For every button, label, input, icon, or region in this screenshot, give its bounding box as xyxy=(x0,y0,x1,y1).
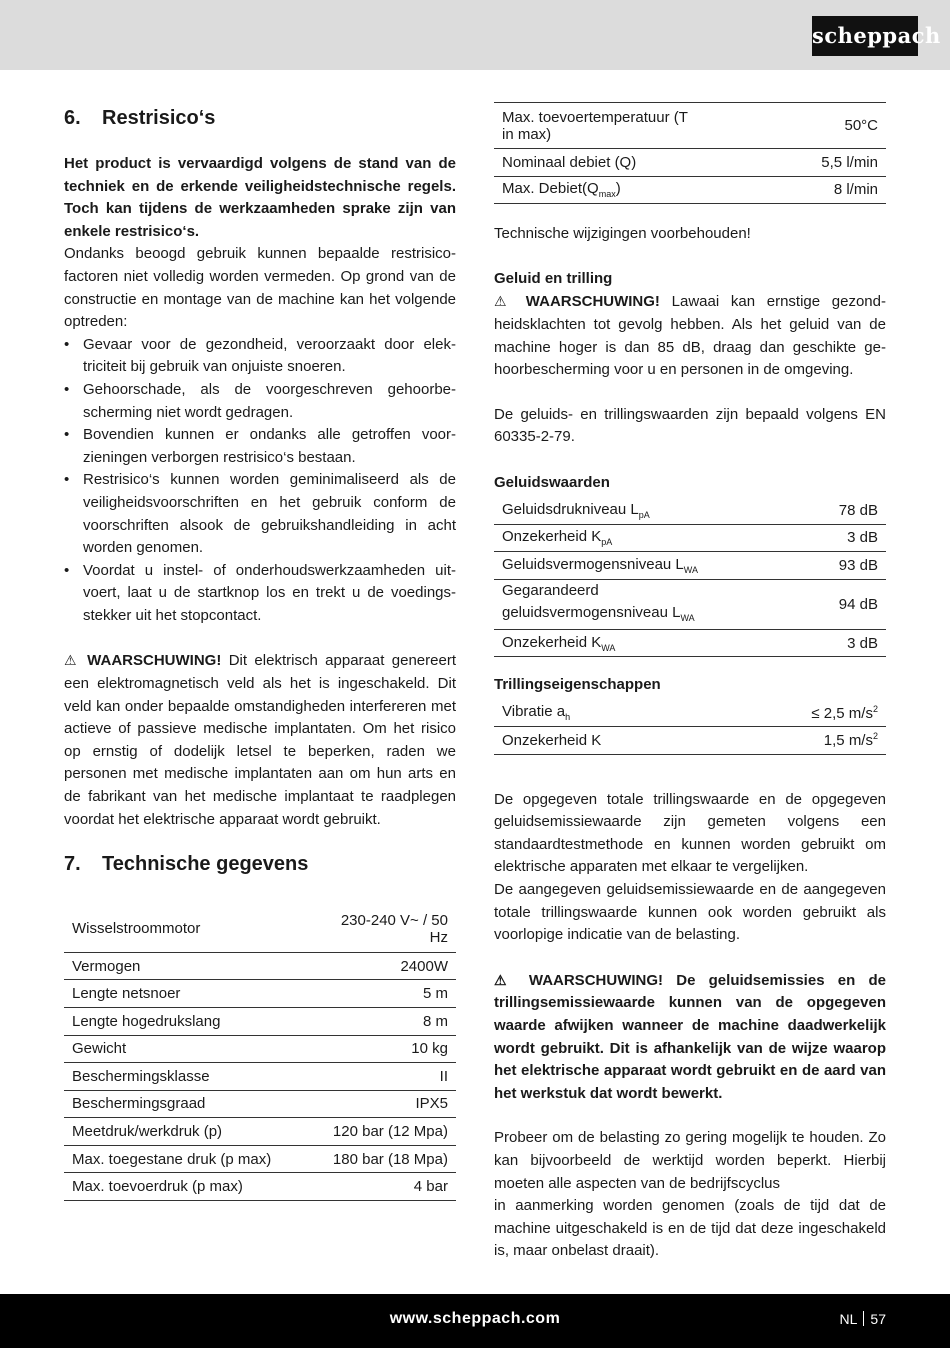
load-para-2: in aanmerking worden genomen (zoals de tijd dat de machine uitgeschakeld is en de tijd dat deze ingeschakeld is, maar onbelast draait). xyxy=(494,1197,886,1260)
table-row: Vermogen 2400W xyxy=(64,952,456,980)
divider xyxy=(863,1311,864,1326)
table-row: Max. toevoertemperatuur (T in max) 50°C xyxy=(494,103,886,149)
sound-values-table xyxy=(494,497,886,658)
table-row: Max. toegestane druk (p max) 180 bar (18 Mpa) xyxy=(64,1145,456,1173)
table-row: Geluidsvermogensniveau $L_{WA}$ 93 dB xyxy=(494,552,886,580)
spec-table xyxy=(64,906,456,1201)
list-item: • Voordat u instel- of onderhoudswerkzaamheden uitvoert, laat u de startknop los en trekt u de voedingsstekker uit het stopcontact. xyxy=(64,560,456,628)
technical-changes-note: Technische wijzigingen voorbehouden! xyxy=(494,225,751,243)
section-6-heading: 6. Restrisico‘s xyxy=(64,107,216,129)
table-row: Beschermingsklasse II xyxy=(64,1063,456,1091)
footer xyxy=(0,1294,950,1348)
noise-warning: ⚠ WAARSCHUWING! Lawaai kan ernstige gezondheidsklachten tot gevolg hebben. Als het geluid van de machine hoger is dan 85 dB, draag dan geschikte gehoorbescherming voor u en personen in de omgeving. xyxy=(494,293,886,379)
table-row: Onzekerheid K 1,5 $m/s^2$ xyxy=(494,727,886,755)
list-item: • Bovendien kunnen er ondanks alle getroffen voorzieningen verborgen restrisico‘s bestaan. xyxy=(64,424,456,469)
left-column xyxy=(64,100,456,1201)
table-row: Meetdruk/werkdruk (p) 120 bar (12 Mpa) xyxy=(64,1118,456,1146)
vibration-table xyxy=(494,699,886,755)
section-7-heading: 7. Technische gegevens xyxy=(64,853,309,876)
table-row: Lengte netsnoer 5 m xyxy=(64,980,456,1008)
vibration-para-1: De opgegeven totale trillingswaarde en de opgegeven geluidsemissiewaarde zijn gemeten volgens een standaardtestmethode en kunnen worden gebruikt om elektrische apparaten met elkaar te vergelijken. xyxy=(494,790,886,876)
sound-values-heading: Geluidswaarden xyxy=(494,473,610,491)
brand-logo: scheppach xyxy=(812,16,918,56)
load-para-1: Probeer om de belasting zo gering mogelijk te houden. Zo kan bijvoorbeeld de werktijd worden beperkt. Hierbij moeten alle aspecten van de bedrijfscyclus xyxy=(494,1129,886,1192)
table-row: Vibratie $a_h$ ≤ 2,5 $m/s^2$ xyxy=(494,699,886,727)
table-row: Wisselstroommotor 230-240 V~ / 50 Hz xyxy=(64,906,456,952)
table-row: Lengte hogedrukslang 8 m xyxy=(64,1007,456,1035)
warning-triangle-icon: ⚠ xyxy=(494,971,516,988)
warning-triangle-icon: ⚠ xyxy=(64,652,80,669)
emission-warning: ⚠ WAARSCHUWING! De geluidsemissies en de trillingsemissiewaarde kunnen van de opgegeven waarde afwijken wanneer de machine daadwerkelijk wordt gebruikt. Dit is afhankelijk van de wijze waarop het elektrische apparaat wordt gebruikt en de aard van het werkstuk dat wordt bewerkt. xyxy=(494,971,887,1102)
spec-table-continued xyxy=(494,102,886,204)
list-item: • Gevaar voor de gezondheid, veroorzaakt door elektriciteit bij gebruik van onjuiste snoeren. xyxy=(64,334,456,379)
risk-list xyxy=(64,334,456,628)
noise-heading: Geluid en trilling xyxy=(494,269,613,287)
standard-text: De geluids- en trillingswaarden zijn bepaald volgens EN 60335-2-79. xyxy=(494,405,886,446)
list-item: • Restrisico‘s kunnen worden geminimaliseerd als de veiligheidsvoorschriften en het gebruik conform de voorschriften alsook de gebruikshandleiding in acht worden genomen. xyxy=(64,469,456,559)
right-column xyxy=(494,100,886,1263)
warning-triangle-icon: ⚠ xyxy=(494,293,515,310)
emf-warning: ⚠ WAARSCHUWING! Dit elektrisch apparaat genereert een elektromagnetisch veld als het is ingeschakeld. Dit veld kan onder bepaalde omstandigheden interfereren met actieve of passieve medische implantaten. Om het risico op ernstig of dodelijk letsel te beperken, raden we personen met medische implantaten aan om hun arts en de fabrikant van het medische implantaat te raadplegen voordat het elektrische apparaat wordt gebruikt. xyxy=(64,652,456,828)
header-band xyxy=(0,0,950,70)
vibration-para-2: De aangegeven geluidsemissiewaarde en de aangegeven totale trillingswaarde kunnen ook worden gebruikt als voorlopige indicatie van de belasting. xyxy=(494,881,886,944)
website-link[interactable]: www.scheppach.com xyxy=(389,1310,561,1327)
page-number: NL 57 xyxy=(839,1311,886,1327)
vibration-heading: Trillingseigenschappen xyxy=(494,676,661,694)
table-row: Geluidsdrukniveau $L_{pA}$ 78 dB xyxy=(494,497,886,525)
table-row: Onzekerheid $K_{pA}$ 3 dB xyxy=(494,524,886,552)
table-row: Gegarandeerd geluidsvermogensniveau $L_{WA}$ 94 dB xyxy=(494,579,886,629)
section-6-intro-text: Ondanks beoogd gebruik kunnen bepaalde restrisicofactoren niet volledig worden vermeden. Op grond van de constructie en montage van de machine kan het volgende optreden: xyxy=(64,245,456,331)
table-row: Nominaal debiet (Q) 5,5 l/min xyxy=(494,149,886,177)
table-row: Onzekerheid $K_{WA}$ 3 dB xyxy=(494,629,886,657)
section-6-intro-bold: Het product is vervaardigd volgens de stand van de techniek en de erkende veiligheidstechnische regels. Toch kan tijdens de werkzaamheden sprake zijn van enkele restrisico‘s. xyxy=(64,155,456,240)
table-row: Max. $Debiet(Q_{max})$ 8 l/min xyxy=(494,176,886,204)
table-row: Beschermingsgraad IPX5 xyxy=(64,1090,456,1118)
list-item: • Gehoorschade, als de voorgeschreven gehoorbescherming niet wordt gedragen. xyxy=(64,379,456,424)
table-row: Max. toevoerdruk (p max) 4 bar xyxy=(64,1173,456,1201)
table-row: Gewicht 10 kg xyxy=(64,1035,456,1063)
